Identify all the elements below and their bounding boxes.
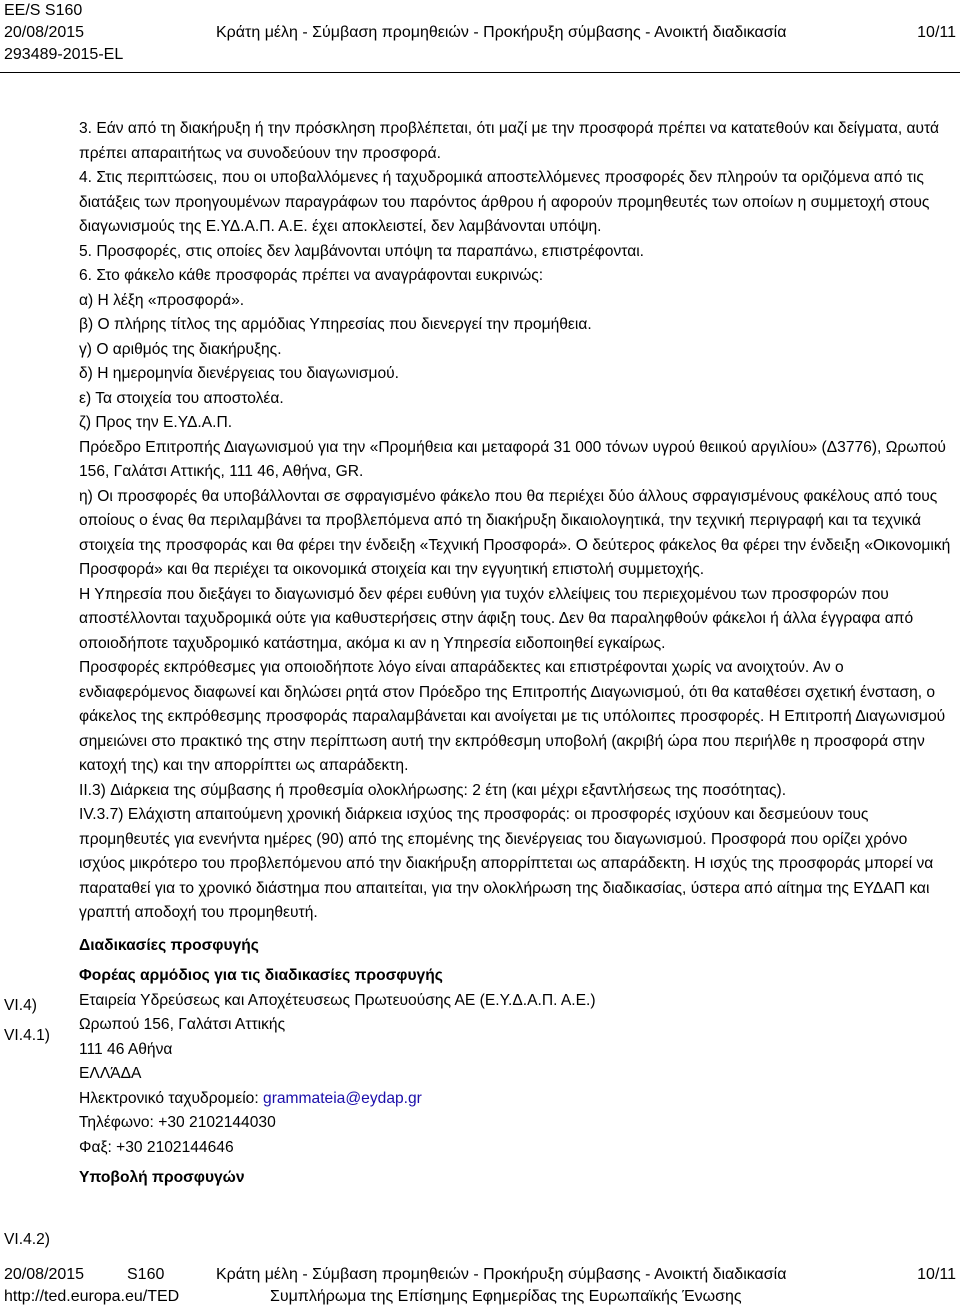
page-footer [0,1264,960,1308]
phone-value: +30 2102144030 [158,1114,276,1131]
section-title-vi4: Διαδικασίες προσφυγής [79,936,259,954]
org-phone-row [79,1111,951,1136]
paragraph: II.3) Διάρκεια της σύμβασης ή προθεσμία ολοκλήρωσης: 2 έτη (και μέχρι εξαντλήσεως της ποσότητας). [79,781,787,799]
paragraph: 4. Στις περιπτώσεις, που οι υποβαλλόμενες ή ταχυδρομικά αποστελλόμενες προσφορές δεν πληρούν τα οριζόμενα από τις διατάξεις των προηγουμένων παραγράφων του παρόντος άρθρου ή αφορούν προμηθευτές των οποίων η συμμετοχή στους διαγωνισμούς της Ε.ΥΔ.Α.Π. Α.Ε. έχει αποκλειστεί, δεν λαμβάνονται υπόψη. [79,169,930,235]
footer-url[interactable]: http://ted.europa.eu/TED [4,1288,180,1305]
paragraph: γ) Ο αριθμός της διακήρυξης. [79,340,282,358]
paragraph: δ) Η ημερομηνία διενέργειας του διαγωνισμού. [79,365,400,382]
paragraph: IV.3.7) Ελάχιστη απαιτούμενη χρονική διάρκεια ισχύος της προσφοράς: οι προσφορές ισχύουν και δεσμεύουν τους προμηθευτές για ενενήντα ημέρες (90) από της επομένης της διενέργειας του διαγωνισμού. Προσφορά που ορίζει χρόνο ισχύος μικρότερο του προβλεπόμενου από την διακήρυξη απορρίπτεται ως απαράδεκτη. Η ισχύς της προσφοράς μπορεί να παραταθεί για το χρονικό διάστημα που απαιτείται, για την ολοκλήρωση της διαδικασίας, ύστερα από αίτημα της ΕΥΔΑΠ και γραπτή αποδοχή του προμηθευτή. [79,806,934,921]
org-country: ΕΛΛΆΔΑ [79,1065,142,1082]
paragraph: ζ) Προς την Ε.ΥΔ.Α.Π. [79,414,233,431]
header-date: 20/08/2015 [4,24,85,41]
org-city: 111 46 Αθήνα [79,1040,173,1058]
footer-series: S160 [127,1266,165,1283]
section-number-vi4: VI.4) [4,997,37,1014]
paragraph: 3. Εάν από τη διακήρυξη ή την πρόσκληση προβλέπεται, ότι μαζί με την προσφορά πρέπει να κατατεθούν και δείγματα, αυτά πρέπει απαραιτήτως να συνοδεύουν την προσφορά. [79,120,940,162]
section-title-vi42: Υποβολή προσφυγών [79,1169,245,1186]
org-name: Εταιρεία Υδρεύσεως και Αποχέτευσεως Πρωτευούσης ΑΕ (Ε.Υ.Δ.Α.Π. Α.Ε.) [79,991,596,1009]
paragraph: 5. Προσφορές, στις οποίες δεν λαμβάνονται υπόψη τα παραπάνω, επιστρέφονται. [79,242,645,260]
section-title-vi41: Φορέας αρμόδιος για τις διαδικασίες προσφυγής [79,967,443,984]
paragraph: ε) Τα στοιχεία του αποστολέα. [79,389,284,407]
footer-page: 10/11 [917,1266,956,1283]
footer-title: Κράτη μέλη - Σύμβαση προμηθειών - Προκήρυξη σύμβασης - Ανοικτή διαδικασία [216,1266,787,1283]
header-ref: 293489-2015-EL [4,46,124,63]
paragraph: β) Ο πλήρης τίτλος της αρμόδιας Υπηρεσίας που διενεργεί την προμήθεια. [79,316,592,333]
phone-label: Τηλέφωνο: [79,1114,159,1131]
org-email-row [79,1087,951,1112]
footer-date: 20/08/2015 [4,1266,85,1283]
fax-value: +30 2102144646 [116,1138,234,1156]
header-title: Κράτη μέλη - Σύμβαση προμηθειών - Προκήρυξη σύμβασης - Ανοικτή διαδικασία [216,24,787,41]
org-fax-row [79,1136,951,1161]
footer-supplement: Συμπλήρωμα της Επίσημης Εφημερίδας της Ευρωπαϊκής Ένωσης [270,1288,742,1305]
org-street: Ωρωπού 156, Γαλάτσι Αττικής [79,1016,286,1033]
email-label: Ηλεκτρονικό ταχυδρομείο: [79,1089,264,1107]
paragraph: Η Υπηρεσία που διεξάγει το διαγωνισμό δεν φέρει ευθύνη για τυχόν ελλείψεις του περιεχομένου των προσφορών που αποστέλλονται ταχυδρομικά ούτε για καθυστερήσεις στην άφιξη τους. Δεν θα παραληφθούν φάκελοι ή άλλα έγγραφα από οποιοδήποτε ταχυδρομικό κατάστημα, ακόμα κι αν η Υπηρεσία ειδοποιηθεί εγκαίρως. [79,585,914,652]
email-link[interactable]: grammateia@eydap.gr [263,1089,422,1107]
doc-code: EE/S S160 [4,2,83,19]
paragraph: Πρόεδρο Επιτροπής Διαγωνισμού για την «Προμήθεια και μεταφορά 31 000 τόνων υγρού θειικού αργιλίου» (Δ3776), Ωρωπού 156, Γαλάτσι Αττικής, 111 46, Αθήνα, GR. [79,438,946,480]
header-page: 10/11 [917,24,956,41]
page-header [0,0,960,66]
header-divider [0,72,960,73]
notice-body [79,117,951,1191]
section-number-vi42: VI.4.2) [4,1231,50,1248]
paragraph: 6. Στο φάκελο κάθε προσφοράς πρέπει να αναγράφονται ευκρινώς: [79,267,544,284]
paragraph: α) Η λέξη «προσφορά». [79,291,245,309]
section-number-vi41: VI.4.1) [4,1027,50,1044]
fax-label: Φαξ: [79,1138,117,1156]
paragraph: Προσφορές εκπρόθεσμες για οποιοδήποτε λόγο είναι απαράδεκτες και επιστρέφονται χωρίς να ανοιχτούν. Αν ο ενδιαφερόμενος διαφωνεί και δηλώσει ρητά στον Πρόεδρο της Επιτροπής Διαγωνισμού, ότι θα καταθέσει σχετική ένσταση, ο φάκελος της εκπρόθεσμης προσφοράς παραλαμβάνεται και ανοίγεται με τις υπόλοιπες προσφορές. Η Επιτροπή Διαγωνισμού σημειώνει στο πρακτικό της στην περίπτωση αυτή την εκπρόθεσμη υποβολή (ακριβή ώρα που περιήλθε η προσφορά στην κατοχή της) και την απορρίπτει ως απαράδεκτη. [79,659,946,774]
paragraph: η) Οι προσφορές θα υποβάλλονται σε σφραγισμένο φάκελο που θα περιέχει δύο άλλους σφραγισμένους φακέλους από τους οποίους ο ένας θα περιλαμβάνει τα προβλεπόμενα από τη διακήρυξη δικαιολογητικά, την τεχνική περιγραφή και τα τεχνικά στοιχεία της προσφοράς και θα φέρει την ένδειξη «Τεχνική Προσφορά». Ο δεύτερος φάκελος θα φέρει την ένδειξη «Οικονομική Προσφορά» και θα περιέχει τα οικονομικά στοιχεία και την εγγυητική επιστολή συμμετοχής. [79,487,951,578]
